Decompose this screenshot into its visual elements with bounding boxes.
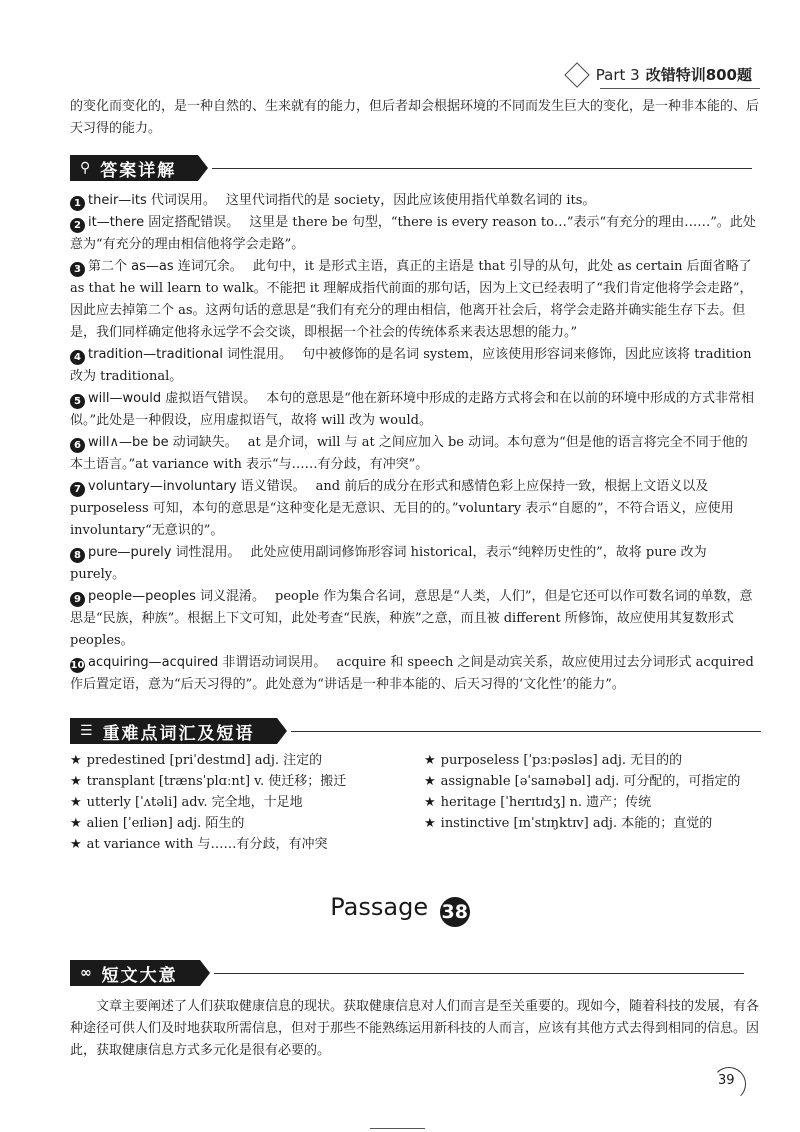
link-icon: ∞ <box>80 965 94 981</box>
vocab-entry: purposeless [ˈpɜːpəsləs] adj. 无目的的 <box>440 753 683 768</box>
vocab-entry: instinctive [ɪnˈstɪŋktɪv] adj. 本能的；直觉的 <box>440 816 713 831</box>
section-title: 答案详解 <box>100 160 177 181</box>
answer-number-badge: 1 <box>70 196 85 211</box>
search-icon: ⚲ <box>80 160 93 176</box>
vocab-list-left <box>70 750 346 855</box>
section-title-box <box>70 960 200 986</box>
section-header-answers <box>70 155 752 181</box>
star-icon: ★ <box>70 774 82 789</box>
page-number-text: 39 <box>718 1073 735 1088</box>
answer-number-badge: 10 <box>70 660 85 671</box>
vocab-item <box>70 771 346 792</box>
answer-item <box>70 256 760 344</box>
answer-number-badge: 2 <box>70 218 85 233</box>
header-part-label: Part 3 <box>595 65 640 84</box>
answer-explanation: acquire 和 speech 之间是动宾关系，故应使用过去分词形式 acquired 作后置定语，意为“后天习得的”。此处意为“讲话是一种非本能的、后天习得的‘文化性’的能力”。 <box>70 655 754 692</box>
answer-number-badge: 7 <box>70 482 85 497</box>
section-rule <box>291 731 761 732</box>
header-title: 改错特训800题 <box>645 66 752 84</box>
vocab-entry: utterly [ˈʌtəli] adv. 完全地，十足地 <box>86 795 303 810</box>
intro-paragraph: 的变化而变化的，是一种自然的、生来就有的能力，但后者却会根据环境的不同而发生巨大的变化，是一种非本能的、后天习得的能力。 <box>70 99 760 136</box>
header-rule <box>600 88 760 89</box>
section-title-box <box>70 155 198 181</box>
summary-paragraph: 文章主要阐述了人们获取健康信息的现状。获取健康信息对人们而言是至关重要的。现如今，随着科技的发展，有各种途径可供人们及时地获取所需信息，但对于那些不能熟练运用新科技的人而言，应该有其他方式去得到相同的信息。因此，获取健康信息方式多元化是很有必要的。 <box>70 999 760 1058</box>
answer-explanation: and 前后的成分在形式和感情色彩上应保持一致，根据上文语义以及 purposeless 可知，本句的意思是“这种变化是无意识、无目的的。”voluntary 表示“自愿的”，不符合语义，应使用 involuntary“无意识的”。 <box>70 479 734 538</box>
vocab-item <box>70 750 346 771</box>
answer-explanation: 本句的意思是“他在新环境中形成的走路方式将会和在以前的环境中形成的方式非常相似。”此处是一种假设，应用虚拟语气，故将 will 改为 would。 <box>70 391 754 428</box>
page-header <box>568 64 752 85</box>
answer-correction: it—there 固定搭配错误。 <box>88 215 240 230</box>
section-title-box <box>70 718 277 744</box>
vocab-list-right <box>424 750 740 834</box>
section-title: 重难点词汇及短语 <box>102 723 255 744</box>
star-icon: ★ <box>70 795 82 810</box>
answer-number-badge: 9 <box>70 592 85 607</box>
answer-item <box>70 190 760 212</box>
vocab-entry: heritage [ˈherɪtɪdʒ] n. 遗产；传统 <box>440 795 652 810</box>
answer-item <box>70 476 760 542</box>
answer-list <box>70 190 760 696</box>
section-rule <box>214 973 744 974</box>
section-title: 短文大意 <box>101 965 178 986</box>
answer-correction: pure—purely 词性混用。 <box>88 545 241 560</box>
answer-item <box>70 542 760 586</box>
section-header-vocab <box>70 718 761 744</box>
answer-correction: will—would 虚拟语气错误。 <box>88 391 257 406</box>
vocab-item <box>70 813 346 834</box>
passage-number: 38 <box>440 897 470 927</box>
answer-item <box>70 652 760 696</box>
vocab-entry: alien [ˈeɪliən] adj. 陌生的 <box>86 816 245 831</box>
star-icon: ★ <box>70 753 82 768</box>
page-number <box>718 1073 735 1088</box>
star-icon: ★ <box>70 816 82 831</box>
diamond-icon <box>564 62 589 87</box>
passage-title <box>0 893 800 927</box>
answer-correction: voluntary—involuntary 语义错误。 <box>88 479 306 494</box>
answer-number-badge: 3 <box>70 262 85 277</box>
answer-item <box>70 586 760 652</box>
passage-label: Passage <box>330 893 429 921</box>
answer-item <box>70 212 760 256</box>
answer-explanation: 这里是 there be 句型，“there is every reason to…”表示“有充分的理由……”。此处意为“有充分的理由相信他将学会走路”。 <box>70 215 756 252</box>
star-icon: ★ <box>424 795 436 810</box>
answer-explanation: 此句中，it 是形式主语，真正的主语是 that 引导的从句，此处 as certain 后面省略了 as that he will learn to walk。不能把 it 理解成指代前面的那句话，因为上文已经表明了“我们肯定他将学会走路”，因此应去掉第二个 as。这两句话的意思是“我们有充分的理由相信，他离开社会后，将学会走路并确实能生存下去。但是，我们同样确定他将永远学不会交谈，即根据一个社会的传统体系来表达思想的能力。” <box>70 259 753 340</box>
star-icon: ★ <box>424 816 436 831</box>
vocab-entry: transplant [trænsˈplɑːnt] v. 使迁移；搬迁 <box>86 774 347 789</box>
answer-explanation: 句中被修饰的是名词 system，应该使用形容词来修饰，因此应该将 tradition 改为 traditional。 <box>70 347 752 384</box>
answer-explanation: 此处应使用副词修饰形容词 historical，表示“纯粹历史性的”，故将 pure 改为 purely。 <box>70 545 707 582</box>
star-icon: ★ <box>424 753 436 768</box>
vocab-entry: predestined [priˈdestɪnd] adj. 注定的 <box>86 753 323 768</box>
section-header-summary <box>70 960 744 986</box>
vocab-item <box>424 792 740 813</box>
star-icon: ★ <box>424 774 436 789</box>
vocab-item <box>70 792 346 813</box>
answer-correction: tradition—traditional 词性混用。 <box>88 347 293 362</box>
answer-number-badge: 6 <box>70 438 85 453</box>
answer-explanation: people 作为集合名词，意思是“人类，人们”，但是它还可以作可数名词的单数，意思是“民族，种族”。根据上下文可知，此处考查“民族，种族”之意，而且被 different 所修饰，故应使用其复数形式 peoples。 <box>70 589 753 648</box>
answer-number-badge: 4 <box>70 350 85 365</box>
answer-correction: acquiring—acquired 非谓语动词误用。 <box>88 655 327 670</box>
page-arc-icon <box>712 1067 746 1101</box>
answer-correction: will∧—be be 动词缺失。 <box>88 435 238 450</box>
vocab-item <box>70 834 346 855</box>
vocab-entry: at variance with 与……有分歧，有冲突 <box>86 837 328 852</box>
vocab-item <box>424 813 740 834</box>
bottom-rule <box>370 1128 425 1129</box>
vocab-item <box>424 750 740 771</box>
answer-item <box>70 432 760 476</box>
vocab-item <box>424 771 740 792</box>
answer-number-badge: 8 <box>70 548 85 563</box>
answer-item <box>70 344 760 388</box>
vocab-entry: assignable [əˈsaɪnəbəl] adj. 可分配的，可指定的 <box>440 774 741 789</box>
list-icon: ☰ <box>80 723 95 739</box>
star-icon: ★ <box>70 837 82 852</box>
answer-explanation: 这里代词指代的是 society，因此应该使用指代单数名词的 its。 <box>225 193 596 208</box>
answer-correction: 第二个 as—as 连词冗余。 <box>88 259 243 274</box>
answer-correction: people—peoples 词义混淆。 <box>88 589 266 604</box>
answer-item <box>70 388 760 432</box>
answer-explanation: at 是介词，will 与 at 之间应加入 be 动词。本句意为“但是他的语言将完全不同于他的本土语言。”at variance with 表示“与……有分歧，有冲突”。 <box>70 435 748 472</box>
answer-number-badge: 5 <box>70 394 85 409</box>
section-rule <box>212 168 752 169</box>
answer-correction: their—its 代词误用。 <box>88 193 216 208</box>
